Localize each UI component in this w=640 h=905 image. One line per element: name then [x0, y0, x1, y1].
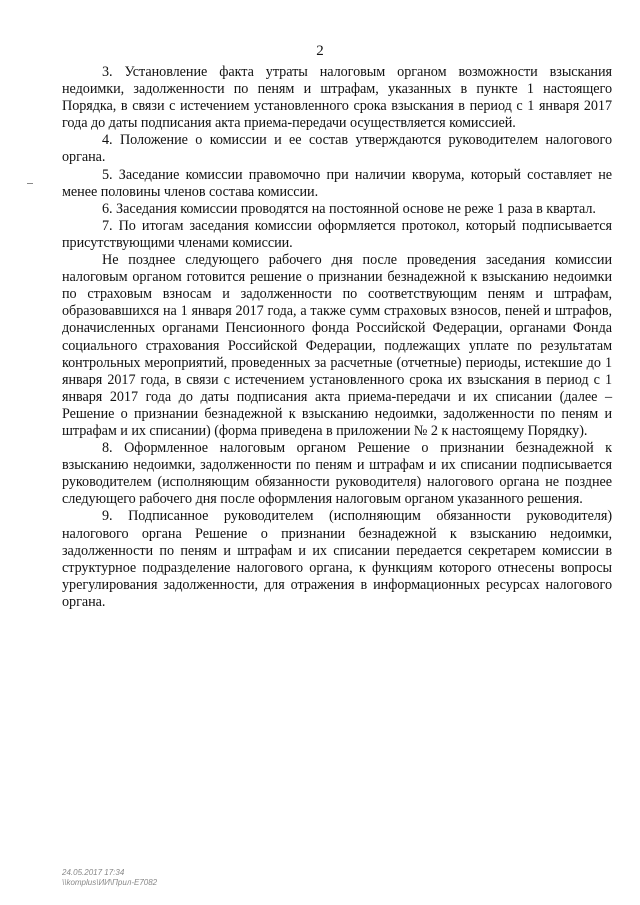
page-number: 2	[316, 43, 324, 59]
paragraph-7-decision: Не позднее следующего рабочего дня после проведения заседания комиссии налоговым органом готовится решение о признании безнадежной к взысканию недоимки по страховым взносам и задолженности по соответствующим пеням и штрафам, образовавшихся на 1 января 2017 года, а также сумм страховых взносов, пеней и штрафов, доначисленных органами Пенсионного фонда Российской Федерации, органами Фонда социального страхования Российской Федерации, подлежащих уплате по результатам контрольных мероприятий, проведенных за расчетные (отчетные) периоды, истекшие до 1 января 2017 года, в связи с истечением установленного срока их взыскания в период с 1 января 2017 года до даты подписания акта приема-передачи и их списании (далее – Решение о признании безнадежной к взысканию недоимки, задолженности по пеням и штрафам и их списании) (форма приведена в приложении № 2 к настоящему Порядку).	[62, 252, 612, 439]
paragraph-8: 8. Оформленное налоговым органом Решение о признании безнадежной к взысканию недоимки, задолженности по пеням и штрафам и их списании подписывается руководителем (исполняющим обязанности руководителя) налогового органа не позднее следующего рабочего дня после оформления налоговым органом указанного решения.	[62, 440, 612, 508]
document-footer	[62, 868, 157, 888]
paragraph-5: 5. Заседание комиссии правомочно при наличии кворума, который составляет не менее половины членов состава комиссии.	[62, 166, 612, 200]
document-body	[62, 64, 612, 611]
paragraph-3: 3. Установление факта утраты налоговым органом возможности взыскания недоимки, задолженности по пеням и штрафам, указанных в пункте 1 настоящего Порядка, в связи с истечением установленного срока взыскания в период с 1 января 2017 года до даты подписания акта приема-передачи осуществляется комиссией.	[62, 64, 612, 132]
footer-file-path: \\komplus\ИИ\Прил-Е7082	[62, 878, 158, 887]
paragraph-7: 7. По итогам заседания комиссии оформляется протокол, который подписывается присутствующими членами комиссии.	[62, 217, 612, 251]
footer-timestamp: 24.05.2017 17:34	[62, 868, 125, 877]
paragraph-9: 9. Подписанное руководителем (исполняющим обязанности руководителя) налогового органа Решение о признании безнадежной к взысканию недоимки, задолженности по пеням и штрафам и их списании передается секретарем комиссии в структурное подразделение налогового органа, к функциям которого отнесены вопросы урегулирования задолженности, для отражения в информационных ресурсах налогового органа.	[62, 508, 612, 610]
margin-mark	[27, 183, 33, 184]
paragraph-6: 6. Заседания комиссии проводятся на постоянной основе не реже 1 раза в квартал.	[102, 200, 596, 217]
paragraph-4: 4. Положение о комиссии и ее состав утверждаются руководителем налогового органа.	[62, 132, 612, 166]
